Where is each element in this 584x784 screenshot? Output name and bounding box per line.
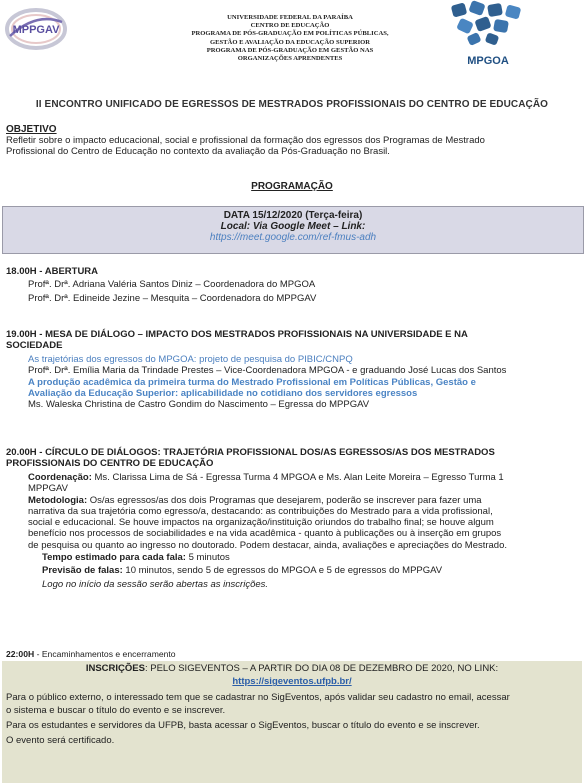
closing-text: - Encaminhamentos e encerramento [34, 649, 176, 659]
dialogue-heading: PROFISSIONAIS DO CENTRO DE EDUCAÇÃO [6, 458, 214, 469]
methodology-label: Metodologia: [28, 494, 88, 506]
coordination-text [6, 472, 580, 483]
mpgoa-logo [446, 0, 530, 72]
institution-block [150, 14, 430, 63]
time-value: 5 minutos [185, 552, 230, 564]
opening-heading: 18.00H - ABERTURA [6, 266, 99, 277]
speaker-line: Ms. Waleska Christina de Castro Gondim do Nascimento – Egressa do MPPGAV [28, 399, 370, 411]
coordination-label: Coordenação: [28, 472, 92, 483]
institution-line: PROGRAMA DE PÓS-GRADUAÇÃO EM POLÍTICAS PÚBLICAS, [191, 30, 389, 38]
institution-line: ORGANIZAÇÕES APRENDENTES [237, 55, 343, 63]
program-heading: PROGRAMAÇÃO [251, 181, 333, 192]
institution-line: PROGRAMA DE PÓS-GRADUAÇÃO EM GESTÃO NAS [206, 46, 374, 54]
methodology-line: social e educacional. Se houve impactos na organização/instituição oriundos do trabalho final; se houve algum [28, 517, 494, 529]
registration-box [2, 661, 582, 783]
talk-title: A produção acadêmica da primeira turma do Mestrado Profissional em Políticas Públicas, Gestão e [28, 376, 476, 388]
methodology-line: narrativa da sua trajetória como egresso/a, destacando: as contribuições do Mestrado para a vida profissional, [28, 505, 493, 517]
opening-section [6, 266, 580, 305]
registration-info-line: Para o público externo, o interessado tem que se cadastrar no SigEventos, após validar seu cadastro no email, acessar [6, 691, 510, 703]
certificate-note: O evento será certificado. [6, 735, 115, 747]
dialogue-heading: 20.00H - CÍRCULO DE DIÁLOGOS: TRAJETÓRIA PROFISSIONAL DOS/AS EGRESSOS/AS DOS MESTRADOS [6, 447, 495, 458]
sigeventos-link[interactable]: https://sigeventos.ufpb.br/ [232, 676, 352, 688]
objective-section [6, 124, 580, 158]
document-header [0, 0, 584, 92]
methodology-text [6, 495, 580, 506]
speaker-line: Profª. Drª. Edineide Jezine – Mesquita – Coordenadora do MPPGAV [28, 293, 317, 305]
time-per-talk [6, 552, 580, 563]
svg-text:MPGOA: MPGOA [467, 55, 509, 67]
meet-link[interactable]: https://meet.google.com/ref-fmus-adh [209, 232, 377, 243]
date-box [2, 206, 584, 254]
speaker-line: Profª. Drª. Emília Maria da Trindade Prestes – Vice-Coordenadora MPGOA - e graduando José Lucas dos Santos [28, 365, 507, 377]
event-date: DATA 15/12/2020 (Terça-feira) [223, 210, 363, 221]
session-note: Logo no início da sessão serão abertas as inscrições. [42, 578, 269, 590]
dialogue-section [6, 447, 580, 590]
registration-info-line: Para os estudantes e servidores da UFPB, basta acessar o SigEventos, buscar o título do evento e se inscrever. [6, 720, 480, 732]
registration-heading [2, 663, 582, 674]
coordination-value: Ms. Clarissa Lima de Sá - Egressa Turma 4 MPGOA e Ms. Alan Leite Moreira – Egresso Turma 1 [91, 472, 504, 483]
registration-label: INSCRIÇÕES [85, 663, 145, 674]
forecast-value: 10 minutos, sendo 5 de egressos do MPGOA e 5 de egressos do MPPGAV [122, 565, 443, 577]
institution-line: CENTRO DE EDUCAÇÃO [250, 22, 330, 30]
registration-info-line: o sistema e buscar o título do evento e se inscrever. [6, 704, 226, 716]
panel-heading: 19.00H - MESA DE DIÁLOGO – IMPACTO DOS MESTRADOS PROFISSIONAIS NA UNIVERSIDADE E NA [6, 329, 468, 340]
forecast-label: Previsão de falas: [42, 565, 123, 577]
institution-line: UNIVERSIDADE FEDERAL DA PARAÍBA [227, 14, 353, 21]
event-location: Local: Via Google Meet – Link: [220, 221, 366, 232]
svg-text:MPPGAV: MPPGAV [12, 24, 60, 36]
closing-time: 22:00H [6, 649, 35, 659]
event-title: II ENCONTRO UNIFICADO DE EGRESSOS DE MESTRADOS PROFISSIONAIS DO CENTRO DE EDUCAÇÃO [35, 99, 549, 110]
talk-title: As trajetórias dos egressos do MPGOA: projeto de pesquisa do PIBIC/CNPQ [28, 354, 353, 365]
closing-line [6, 649, 580, 659]
coordination-text: MPPGAV [28, 483, 68, 495]
talk-title: Avaliação da Educação Superior: aplicabilidade no cotidiano dos servidores egressos [28, 387, 418, 399]
speaker-line: Profª. Drª. Adriana Valéria Santos Diniz – Coordenadora do MPGOA [28, 279, 316, 290]
methodology-line: benefício nos processos de sociabilidades e na vida acadêmica - quanto à publicações ou à inserção em grupos [28, 528, 502, 540]
objective-text-line: Refletir sobre o impacto educacional, social e profissional da formação dos egressos dos Programas de Mestrado [6, 135, 485, 146]
objective-text-line: Profissional do Centro de Educação no contexto da avaliação da Pós-Graduação no Brasil. [6, 146, 390, 158]
methodology-value: Os/as egressos/as dos dois Programas que desejarem, poderão se inscrever para fazer uma [87, 494, 482, 506]
objective-heading: OBJETIVO [6, 124, 57, 135]
mppgav-logo [4, 6, 68, 52]
panel-section [6, 329, 580, 410]
talks-forecast [6, 565, 580, 576]
methodology-line: de pesquisa ou quanto ao ingresso no doutorado. Podem destacar, ainda, avaliações e apreciações do Mestrado. [28, 539, 508, 551]
panel-heading: SOCIEDADE [6, 340, 63, 351]
time-label: Tempo estimado para cada fala: [42, 552, 186, 564]
institution-line: GESTÃO E AVALIAÇÃO DA EDUCAÇÃO SUPERIOR [209, 38, 371, 46]
registration-text: : PELO SIGEVENTOS – A PARTIR DO DIA 08 DE DEZEMBRO DE 2020, NO LINK: [144, 663, 499, 674]
